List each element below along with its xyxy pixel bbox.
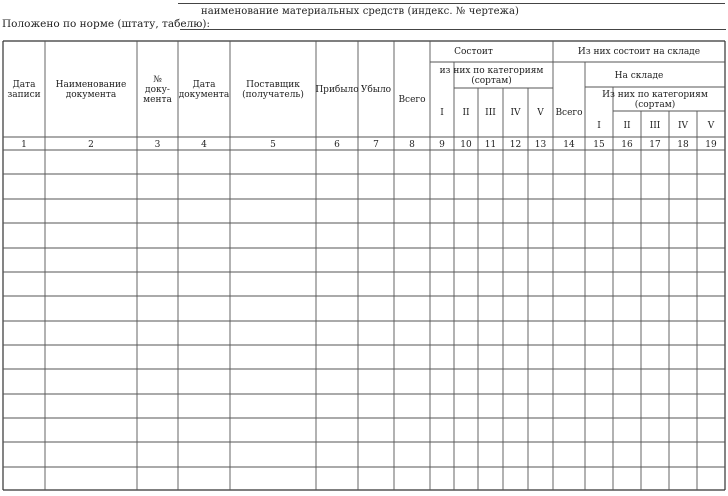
category-4-header: IV (510, 108, 521, 118)
col-total-header: Всего (398, 95, 426, 105)
column-number-15: 15 (593, 140, 605, 150)
group-warehouse-categories-header: Из них по категориям (сортам) (602, 90, 708, 110)
norm-label: Положено по норме (штату, табелю): (2, 18, 211, 30)
column-number-7: 7 (373, 140, 379, 150)
column-number-8: 8 (409, 140, 415, 150)
warehouse-category-4-header: IV (677, 121, 689, 131)
warehouse-category-1-header: I (597, 121, 601, 131)
column-number-2: 2 (88, 140, 94, 150)
col-document-date-header: Дата документа (178, 80, 230, 100)
column-number-14: 14 (563, 140, 575, 150)
column-number-5: 5 (270, 140, 276, 150)
col-date-of-entry-header: Дата записи (7, 80, 41, 100)
col-departed-header: Убыло (360, 85, 392, 95)
column-number-10: 10 (460, 140, 472, 150)
col-warehouse-total-header: Всего (555, 108, 583, 118)
column-number-17: 17 (649, 140, 661, 150)
category-2-header: II (462, 108, 470, 118)
column-number-13: 13 (534, 140, 547, 150)
column-number-4: 4 (201, 140, 207, 150)
column-number-18: 18 (677, 140, 689, 150)
column-number-1: 1 (21, 140, 27, 150)
group-sostoit-header: Состоит (454, 47, 493, 57)
category-5-header: V (537, 108, 544, 118)
materials-caption: наименование материальных средств (индекс. № чертежа) (200, 6, 520, 17)
column-number-12: 12 (509, 140, 522, 150)
group-warehouse-header: Из них состоит на складе (577, 47, 701, 57)
col-document-name-header: Наименование документа (55, 80, 127, 100)
column-number-9: 9 (439, 140, 445, 150)
column-number-3: 3 (154, 140, 161, 150)
group-categories-header: из них по категориям (сортам) (439, 66, 544, 86)
col-arrived-header: Прибыло (315, 85, 359, 95)
column-number-19: 19 (705, 140, 717, 150)
warehouse-category-2-header: II (623, 121, 631, 131)
column-number-11: 11 (484, 140, 497, 150)
category-1-header: I (440, 108, 444, 118)
column-number-6: 6 (334, 140, 340, 150)
column-number-16: 16 (621, 140, 633, 150)
warehouse-category-5-header: V (707, 121, 715, 131)
warehouse-category-3-header: III (649, 121, 661, 131)
col-document-number-header: № доку-мента (143, 75, 172, 105)
category-3-header: III (485, 108, 496, 118)
group-na-sklade-header: На складе (614, 71, 664, 81)
col-supplier-header: Поставщик (получатель) (242, 80, 304, 100)
